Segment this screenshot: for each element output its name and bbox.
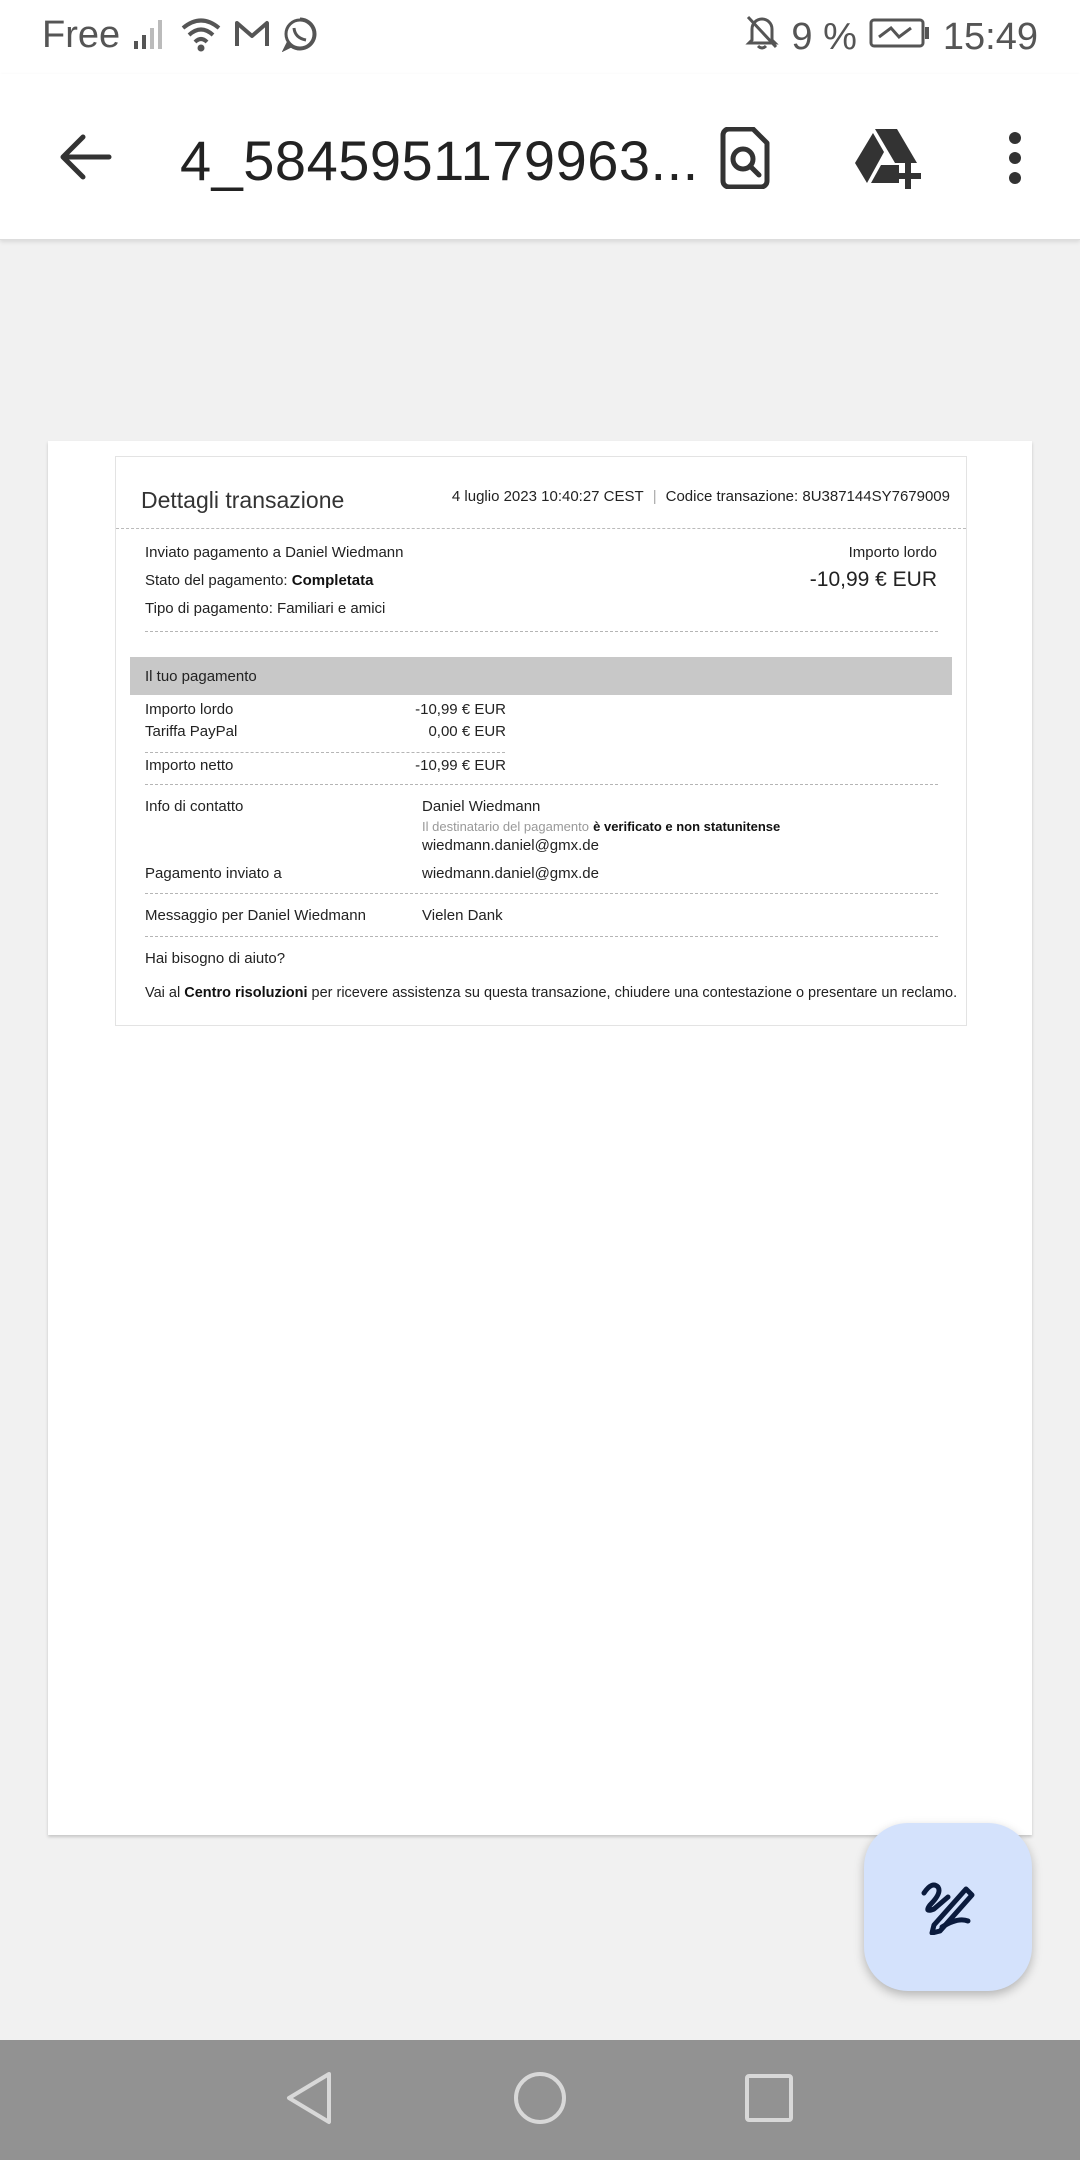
payment-status-value: Completata	[291, 572, 374, 589]
message-label: Messaggio per Daniel Wiedmann	[145, 907, 366, 924]
drive-add-icon	[853, 127, 923, 194]
transaction-code: 8U387144SY7679009	[802, 488, 950, 505]
back-triangle-icon	[283, 2070, 335, 2131]
help-title: Hai bisogno di aiuto?	[145, 950, 286, 967]
home-circle-icon	[512, 2070, 568, 2131]
whatsapp-icon	[282, 16, 318, 57]
divider	[145, 936, 938, 937]
sent-to-email: wiedmann.daniel@gmx.de	[422, 865, 599, 882]
nav-back-button[interactable]	[277, 2068, 341, 2132]
contact-label: Info di contatto	[145, 798, 244, 815]
contact-name: Daniel Wiedmann	[422, 798, 541, 815]
net-value: -10,99 € EUR	[415, 757, 506, 774]
more-vertical-icon	[1007, 131, 1023, 190]
contact-note-grey: Il destinatario del pagamento	[422, 819, 589, 834]
sent-to-email-label: Pagamento inviato a	[145, 865, 282, 882]
signal-icon	[132, 17, 168, 56]
divider	[145, 893, 938, 894]
transaction-date: 4 luglio 2023 10:40:27 CEST	[451, 488, 644, 505]
message-value: Vielen Dank	[422, 907, 503, 924]
gmail-icon	[234, 19, 270, 54]
carrier-name: Free	[42, 14, 121, 56]
transaction-title: Dettagli transazione	[141, 487, 345, 513]
status-icons-left	[132, 16, 318, 56]
divider	[145, 752, 505, 753]
find-in-page-icon	[719, 127, 771, 194]
net-label: Importo netto	[145, 757, 234, 774]
transaction-code-label: Codice transazione:	[665, 488, 799, 505]
annotate-fab[interactable]	[864, 1823, 1032, 1991]
nav-home-button[interactable]	[508, 2068, 572, 2132]
divider	[145, 631, 938, 632]
payment-status-label: Stato del pagamento:	[145, 572, 288, 589]
contact-email: wiedmann.daniel@gmx.de	[422, 837, 599, 854]
more-options-button[interactable]	[990, 120, 1040, 200]
wifi-icon	[180, 16, 222, 57]
transaction-meta: 4 luglio 2023 10:40:27 CEST | Codice transazione: 8U387144SY7679009	[451, 488, 950, 505]
find-in-page-button[interactable]	[710, 120, 780, 200]
system-nav-bar	[0, 2040, 1080, 2160]
back-button[interactable]	[50, 124, 120, 194]
nav-recents-button[interactable]	[737, 2068, 801, 2132]
card-header	[116, 457, 966, 529]
clock: 15:49	[942, 15, 1038, 58]
gross-label-top: Importo lordo	[848, 544, 937, 561]
transaction-card	[115, 456, 967, 1026]
fee-label: Tariffa PayPal	[145, 723, 238, 740]
section-title: Il tuo pagamento	[145, 668, 257, 685]
gross-amount-top: -10,99 € EUR	[809, 568, 937, 591]
help-suffix: per ricevere assistenza su questa transazione, chiudere una contestazione o presentare un reclamo.	[311, 985, 958, 1001]
status-bar	[0, 0, 1080, 74]
back-arrow-icon	[57, 132, 113, 187]
section-band	[130, 657, 952, 695]
fee-value: 0,00 € EUR	[428, 723, 506, 740]
payment-type: Tipo di pagamento: Familiari e amici	[145, 600, 386, 617]
app-bar	[0, 74, 1080, 240]
bell-off-icon	[745, 14, 779, 60]
contact-note-bold: è verificato e non statunitense	[593, 819, 781, 834]
contact-note	[422, 818, 780, 835]
gross-label: Importo lordo	[145, 701, 234, 718]
payment-status	[145, 572, 373, 589]
help-prefix: Vai al	[145, 985, 181, 1001]
sent-to-text: Inviato pagamento a Daniel Wiedmann	[145, 544, 404, 561]
help-text	[145, 985, 957, 1001]
battery-icon	[869, 16, 931, 59]
recents-square-icon	[743, 2072, 795, 2129]
pdf-page[interactable]	[48, 441, 1032, 1835]
add-to-drive-button[interactable]	[848, 120, 928, 200]
gross-value: -10,99 € EUR	[415, 701, 506, 718]
battery-percent: 9 %	[791, 15, 857, 58]
annotate-pen-icon	[918, 1875, 978, 1940]
resolution-center-link[interactable]: Centro risoluzioni	[184, 985, 308, 1001]
document-title: 4_5845951179963...	[180, 129, 699, 192]
divider	[145, 784, 938, 785]
status-icons-right	[745, 14, 1038, 60]
